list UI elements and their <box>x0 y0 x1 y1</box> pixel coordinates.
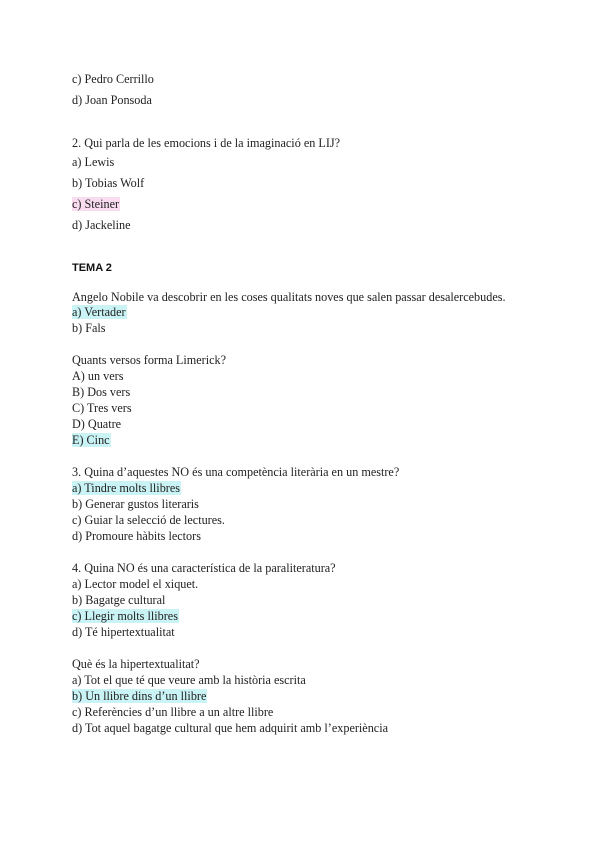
answer-option: a) Lector model el xiquet. <box>72 577 199 591</box>
answer-option-highlighted: b) Un llibre dins d’un llibre <box>72 689 207 703</box>
answer-option: a) Lewis <box>72 155 115 169</box>
question-text: 3. Quina d’aquestes NO és una competència literària en un mestre? <box>72 465 400 479</box>
question-text: Què és la hipertextualitat? <box>72 657 200 671</box>
answer-option: b) Tobias Wolf <box>72 176 145 190</box>
question-text: Quants versos forma Limerick? <box>72 353 226 367</box>
answer-option: c) Guiar la selecció de lectures. <box>72 513 225 527</box>
answer-option-highlighted: E) Cinc <box>72 433 110 447</box>
answer-option: d) Promoure hàbits lectors <box>72 529 201 543</box>
question-text: 4. Quina NO és una característica de la paraliteratura? <box>72 561 336 575</box>
section-heading: TEMA 2 <box>72 262 112 274</box>
answer-option: A) un vers <box>72 369 124 383</box>
answer-option-highlighted: a) Vertader <box>72 305 126 319</box>
answer-option-highlighted: a) Tindre molts llibres <box>72 481 180 495</box>
answer-option: d) Tot aquel bagatge cultural que hem adquirit amb l’experiència <box>72 721 389 735</box>
answer-option: b) Generar gustos literaris <box>72 497 199 511</box>
answer-option: D) Quatre <box>72 417 122 431</box>
answer-option: d) Joan Ponsoda <box>72 93 152 107</box>
answer-option: d) Té hipertextualitat <box>72 625 175 639</box>
answer-option: c) Pedro Cerrillo <box>72 72 154 86</box>
answer-option-highlighted: c) Llegir molts llibres <box>72 609 178 623</box>
answer-option: d) Jackeline <box>72 218 131 232</box>
answer-option: B) Dos vers <box>72 385 131 399</box>
answer-option-highlighted: c) Steiner <box>72 197 120 211</box>
answer-option: b) Bagatge cultural <box>72 593 166 607</box>
answer-option: a) Tot el que té que veure amb la història escrita <box>72 673 306 687</box>
answer-option: b) Fals <box>72 321 106 335</box>
question-text: 2. Qui parla de les emocions i de la imaginació en LIJ? <box>72 136 341 150</box>
answer-option: C) Tres vers <box>72 401 132 415</box>
question-text: Angelo Nobile va descobrir en les coses qualitats noves que salen passar desalercebudes. <box>72 290 506 304</box>
answer-option: c) Referències d’un llibre a un altre llibre <box>72 705 274 719</box>
